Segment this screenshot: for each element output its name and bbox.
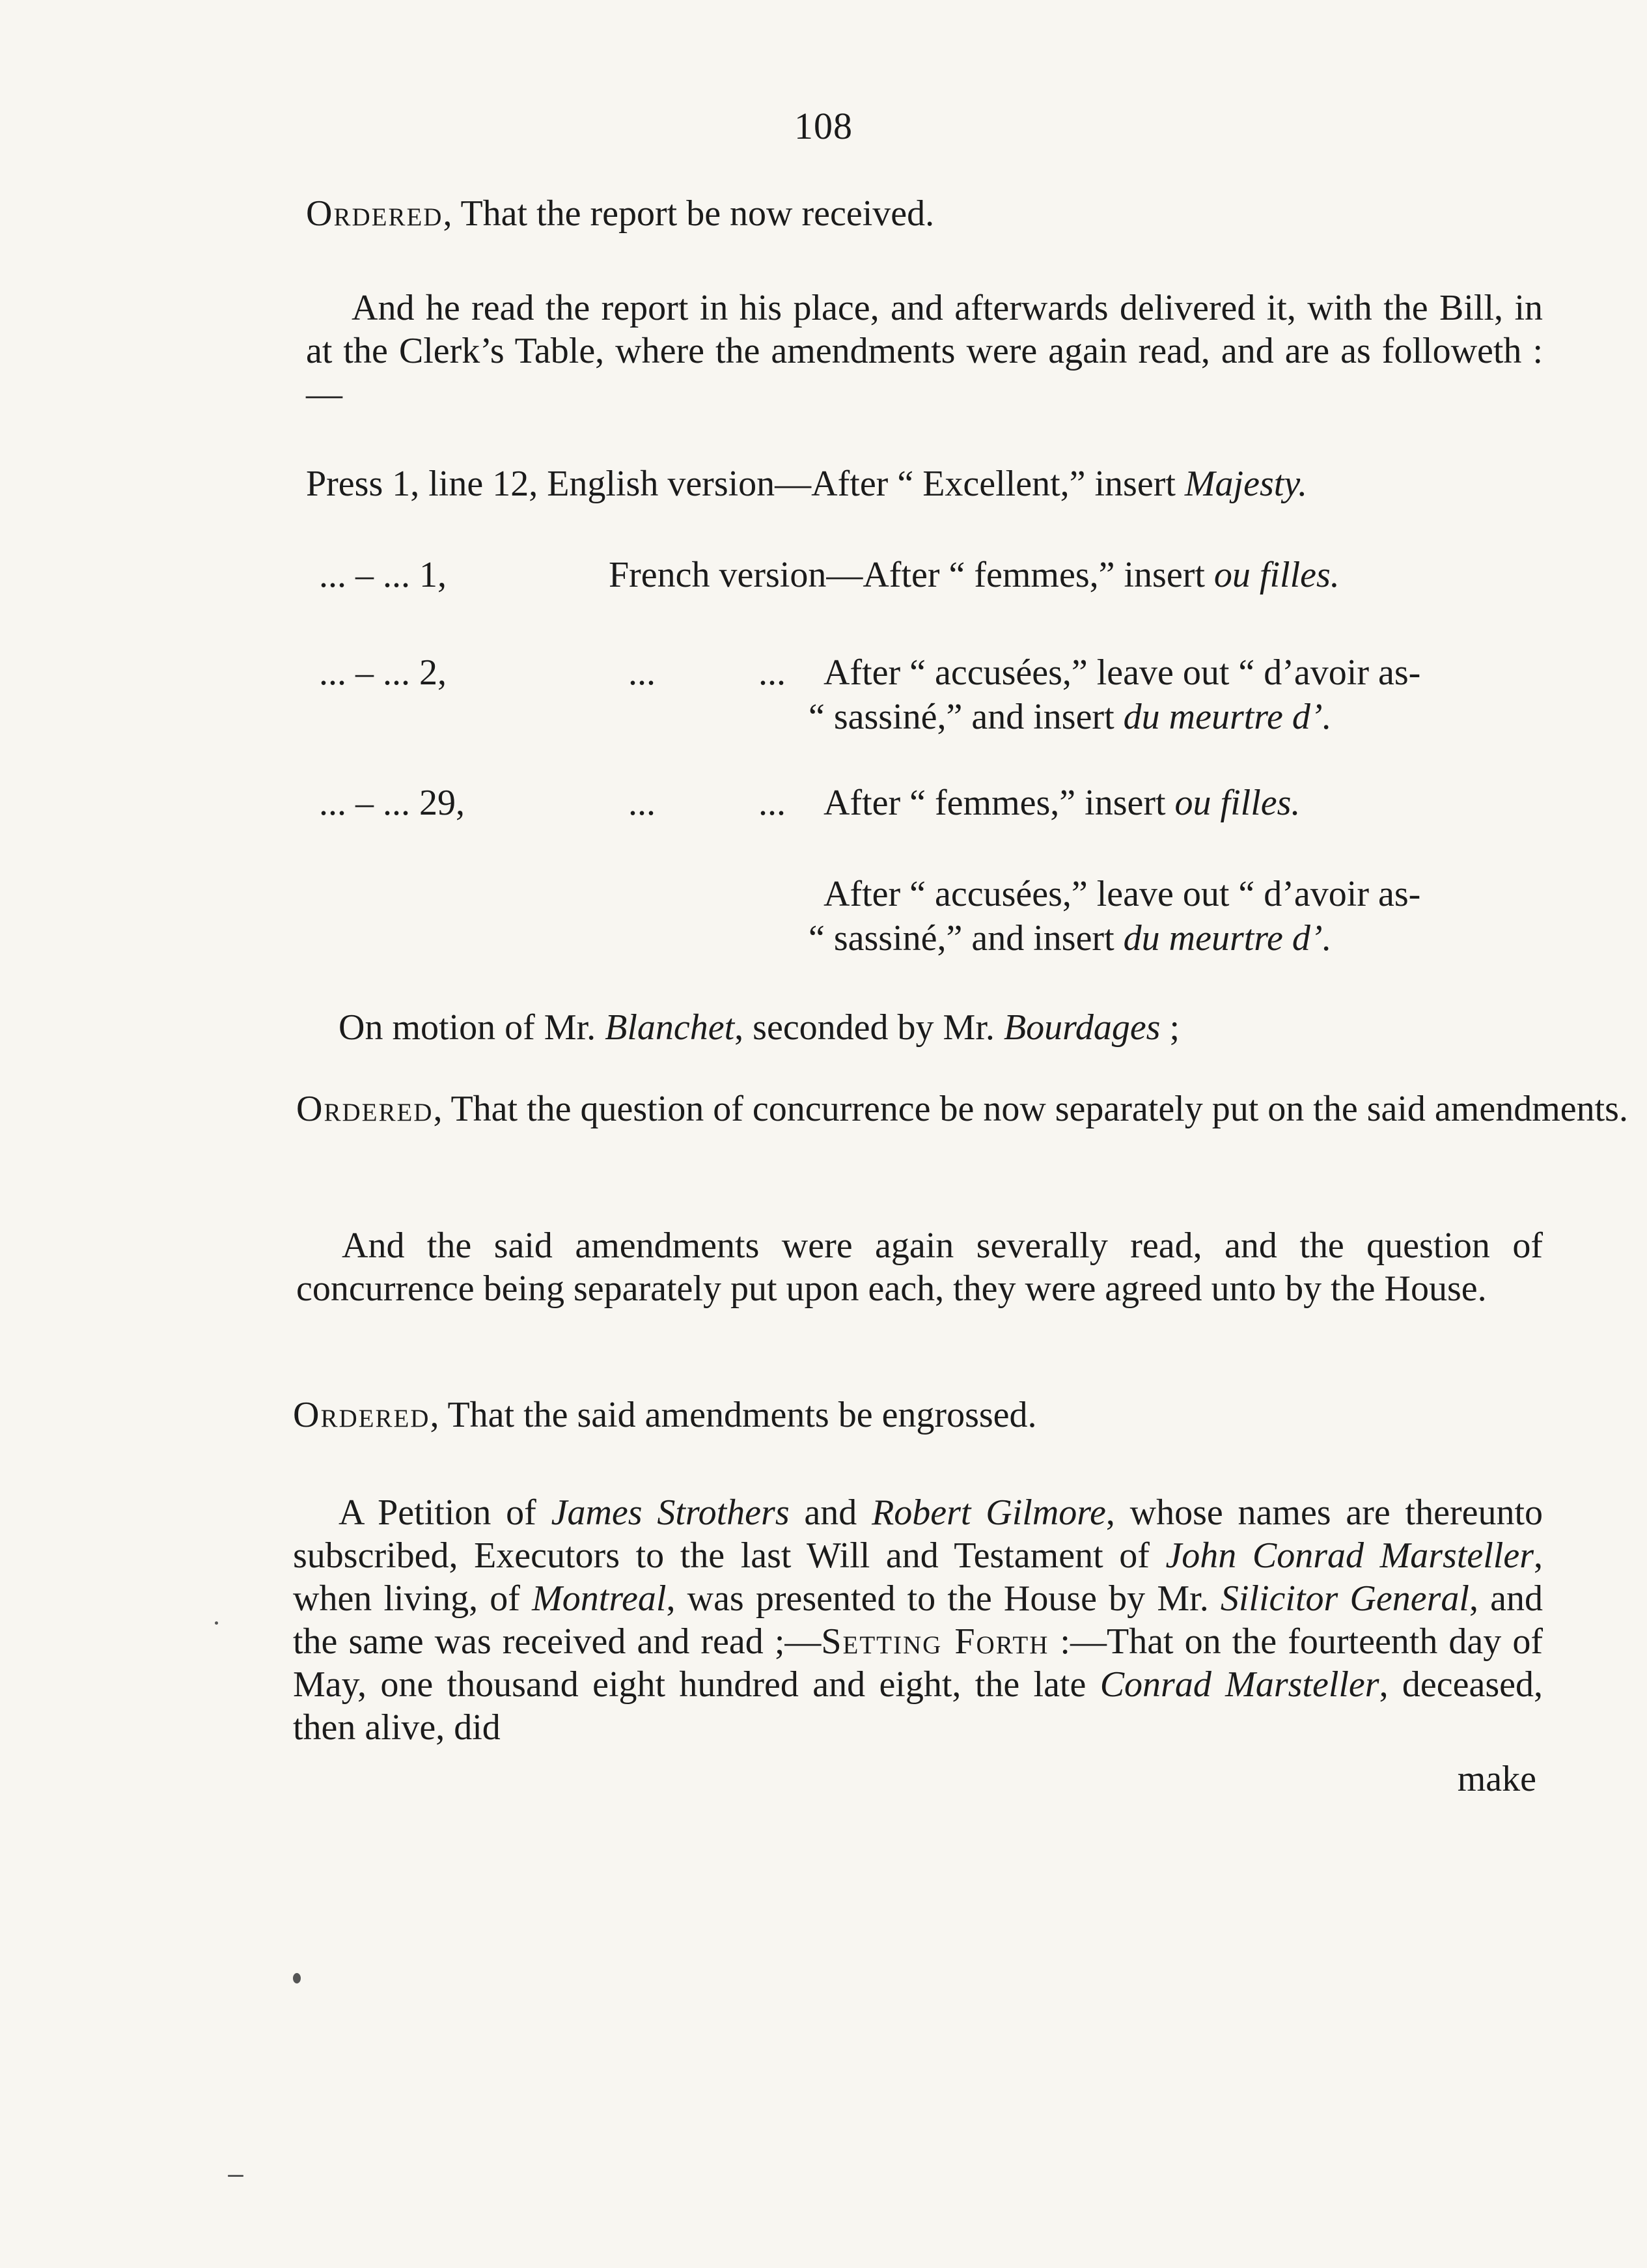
amendment-press-2: ... – ... 2, ... ... After “ accusées,” leave out “ d’avoir as- “ sassiné,” and insert du meurtre d’. [319,652,1421,737]
catchword: make [1457,1759,1536,1799]
amendment-press-1-english: Press 1, line 12, English version—After “ Excellent,” insert Majesty. [306,464,1308,504]
amendment-press-29: ... – ... 29, ... ... After “ femmes,” insert ou filles. [319,783,1301,823]
paragraph-ordered-1: Ordered, That the report be now received. [306,193,935,234]
amendment-press-1-french: ... – ... 1, French version—After “ femmes,” insert ou filles. [319,555,1340,595]
paragraph-petition: A Petition of James Strothers and Robert Gilmore, whose names are thereunto subscribed, Executors to the last Will and Testament of John Conrad Marsteller, when living, of Montreal, was presented to the House by Mr. Silicitor General, and the same was received and read ;—Setting Forth :—That on the fourteenth day of May, one thousand eight hundred and eight, the late Conrad Marsteller, deceased, then alive, did [293,1492,1543,1748]
ink-speck [215,1621,218,1625]
paragraph-ordered-2: Ordered, That the question of concurrence be now separately put on the said amendments. [296,1089,1628,1129]
ink-speck [293,1973,301,1983]
amendment-press-29-second: After “ accusées,” leave out “ d’avoir as- “ sassiné,” and insert du meurtre d’. [809,874,1421,959]
ordered-lead: Ordered [296,1089,434,1129]
ordered-lead: Ordered [306,193,443,234]
ordered-lead: Ordered [293,1395,430,1435]
paragraph-ordered-3: Ordered, That the said amendments be engrossed. [293,1395,1037,1435]
ink-speck [228,2175,243,2177]
paragraph-severally-read: And the said amendments were again severally read, and the question of concurrence being separately put upon each, they were agreed unto by the House. [296,1225,1543,1309]
paragraph-report-read: And he read the report in his place, and afterwards delivered it, with the Bill, in at the Clerk’s Table, where the amendments were again read, and are as followeth :— [306,288,1543,414]
paragraph-motion: On motion of Mr. Blanchet, seconded by Mr. Bourdages ; [339,1007,1180,1048]
page-number: 108 [794,105,853,147]
